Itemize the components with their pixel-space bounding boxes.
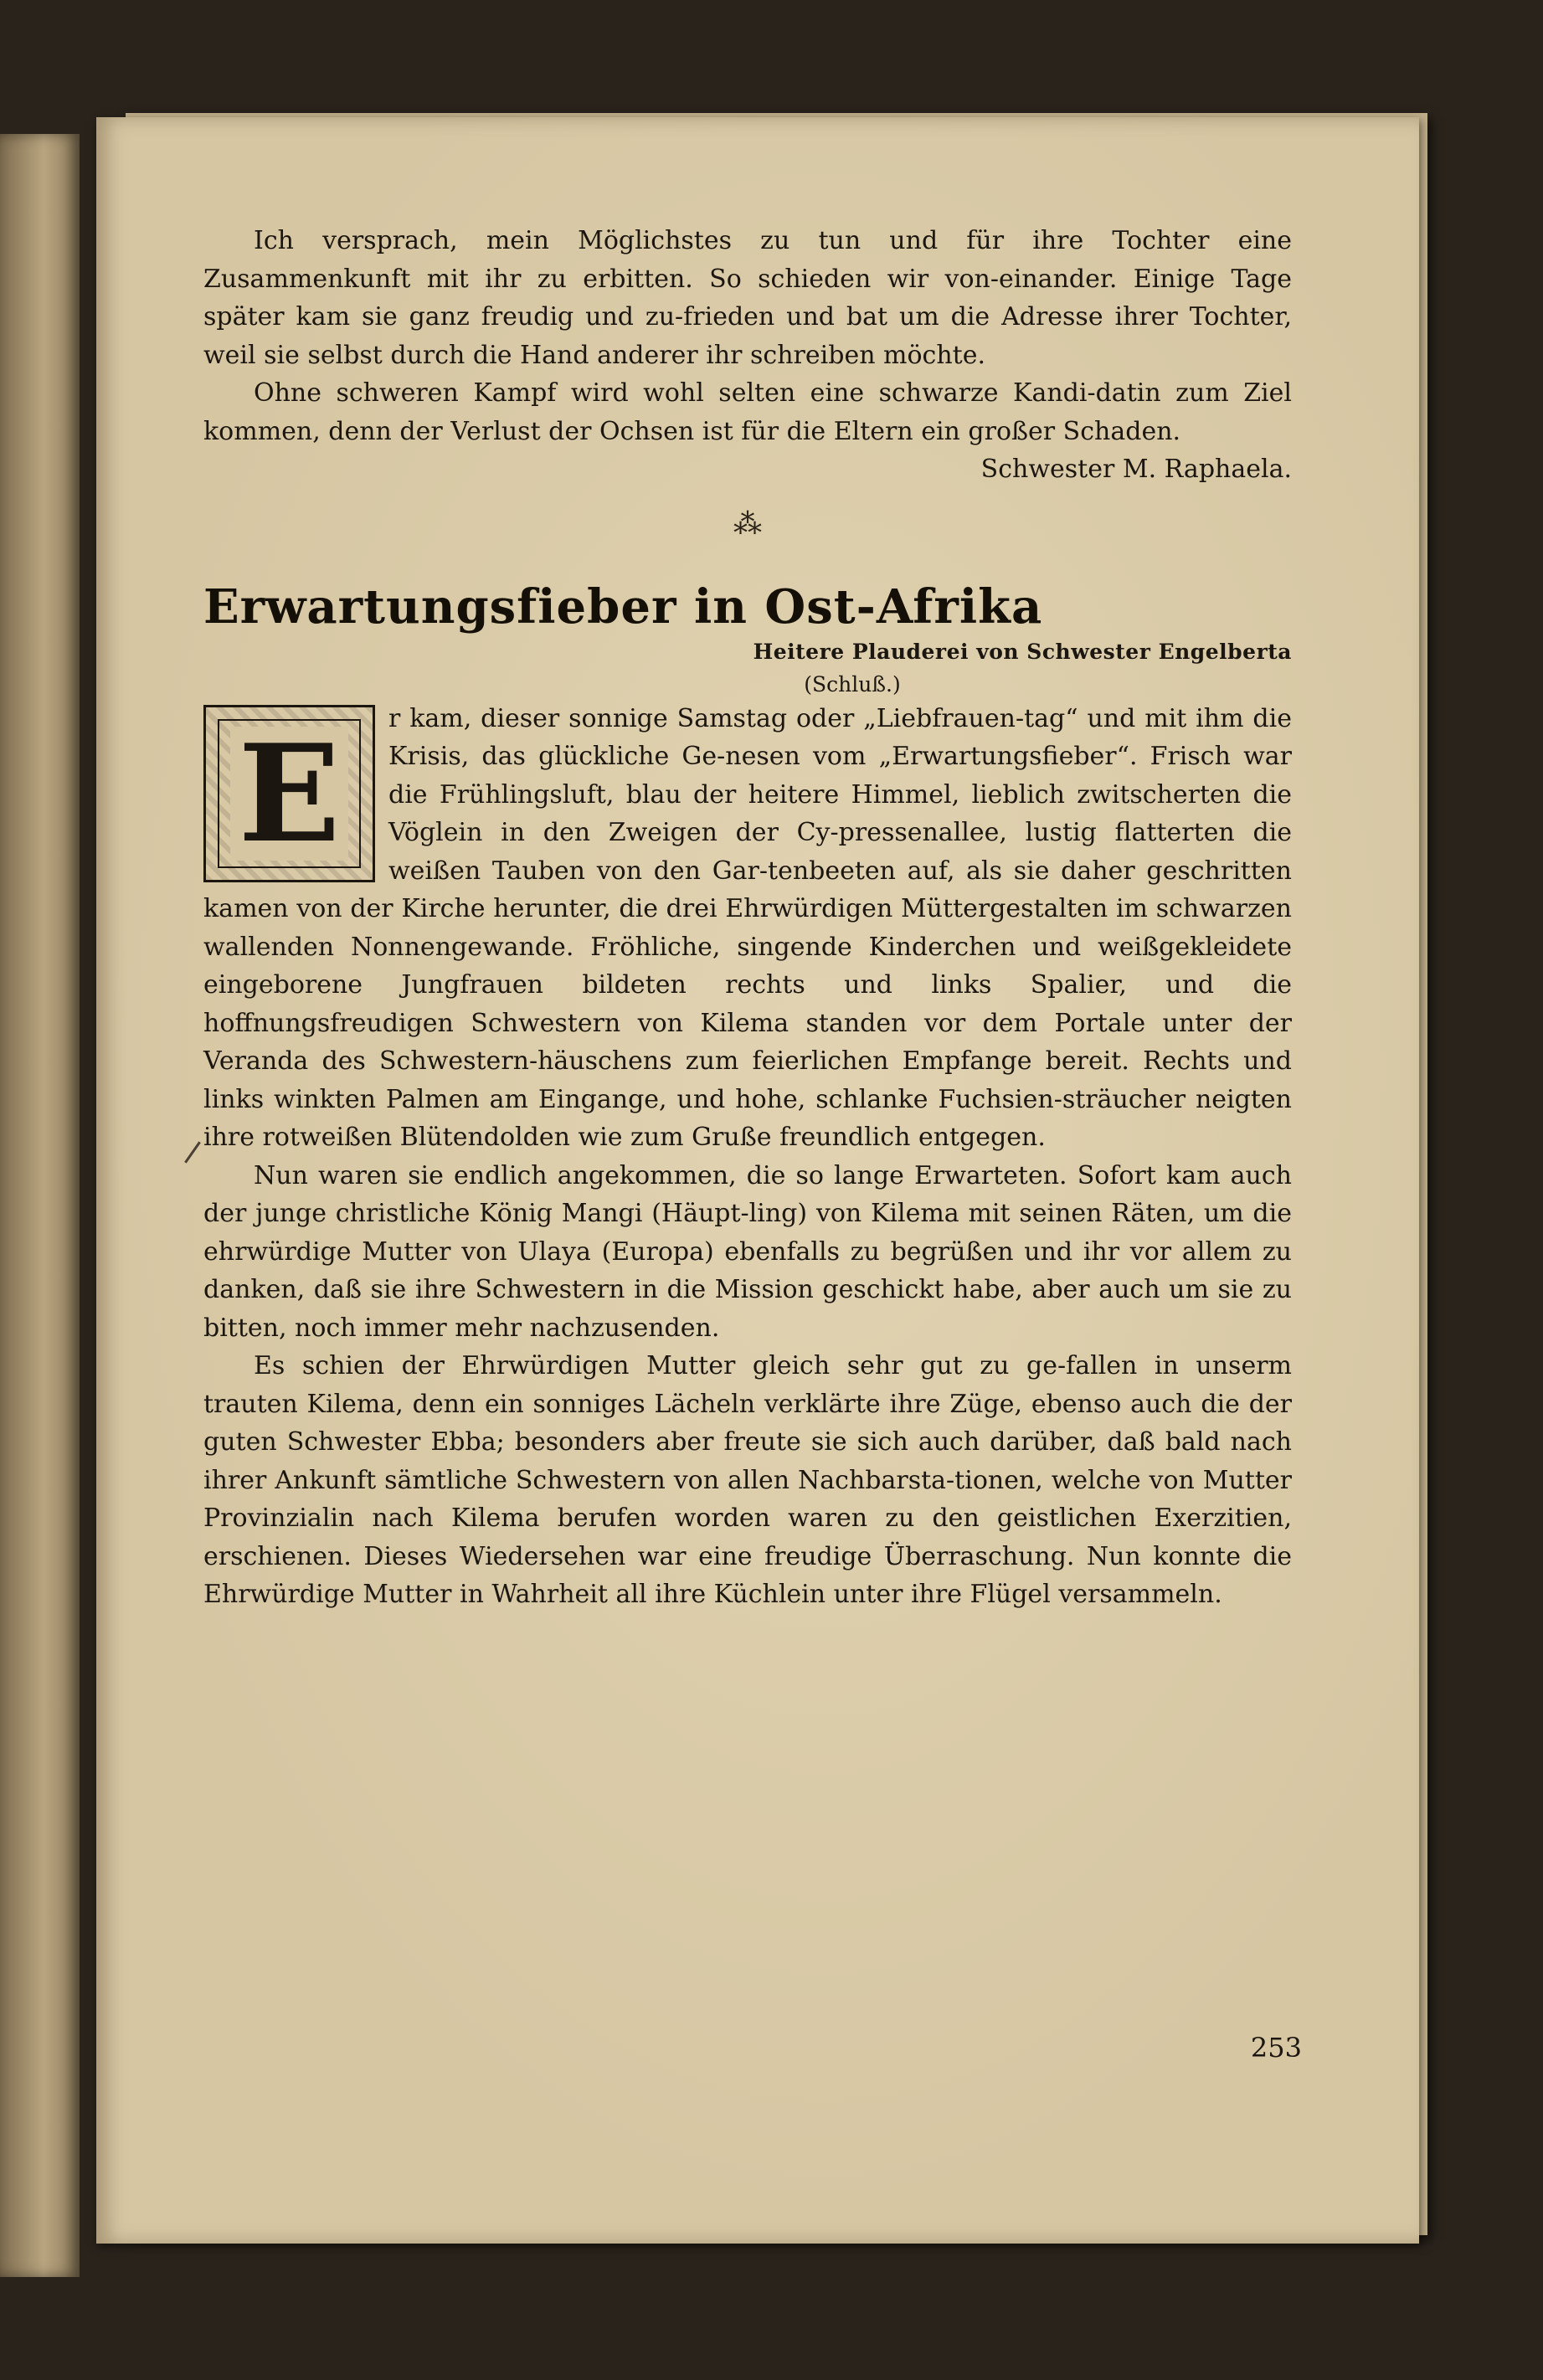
author-signature: Schwester M. Raphaela. [980,455,1292,484]
drop-cap-letter: E [230,727,349,861]
article-body [203,700,1292,1614]
paragraph: Ich versprach, mein Möglichstes zu tun und für ihre Tochter eine Zusammenkunft mit ihr zu erbitten. So schieden wir von-einander. Einige Tage später kam sie ganz freudig und zu-frieden und bat um die Adresse ihrer Tochter, weil sie selbst durch die Hand anderer ihr schreiben möchte. [203,226,1292,370]
left-page-edge [0,134,80,2277]
paragraph: r kam, dieser sonnige Samstag oder „Liebfrauen-tag“ und mit ihm die Krisis, das glückliche Ge-nesen vom „Erwartungsfieber“. Frisch war die Frühlingsluft, blau der heitere Himmel, lieblich zwitscherten die Vöglein in den Zweigen der Cy-pressenallee, lustig flatterten die weißen Tauben von den Gar-tenbeeten auf, als sie daher geschritten kamen von der Kirche herunter, die drei Ehrwürdigen Müttergestalten im schwarzen wallenden Nonnengewande. Fröhliche, singende Kinderchen und weißgekleidete eingeborene Jungfrauen bildeten rechts und links Spalier, und die hoffnungsfreudigen Schwestern von Kilema standen vor dem Portale unter der Veranda des Schwestern-häuschens zum feierlichen Empfange bereit. Rechts und links winkten Palmen am Eingange, und hohe, schlanke Fuchsien-sträucher neigten ihre rotweißen Blütendolden wie zum Gruße freundlich entgegen. [203,703,1292,1152]
ornamental-drop-cap [203,705,375,882]
part-note: (Schluß.) [804,671,901,697]
page-number: 253 [1250,2032,1302,2064]
section-ornament: ⁂ [733,506,762,541]
article-subtitle: Heitere Plauderei von Schwester Engelberta [753,639,1292,664]
page-content [203,222,1292,1614]
paragraph: Es schien der Ehrwürdigen Mutter gleich sehr gut zu ge-fallen in unserm trauten Kilema, denn ein sonniges Lächeln verklärte ihre Züge, ebenso auch die der guten Schwester Ebba; besonders aber freute sie sich auch darüber, daß bald nach ihrer Ankunft sämtliche Schwestern von allen Nachbarsta-tionen, welche von Mutter Provinzialin nach Kilema berufen worden waren zu den geistlichen Exerzitien, erschienen. Dieses Wiedersehen war eine freudige Überraschung. Nun konnte die Ehrwürdige Mutter in Wahrheit all ihre Küchlein unter ihre Flügel versammeln. [203,1351,1292,1609]
previous-article-ending [203,222,1292,541]
paragraph: Nun waren sie endlich angekommen, die so lange Erwarteten. Sofort kam auch der junge christliche König Mangi (Häupt-ling) von Kilema mit seinen Räten, um die ehrwürdige Mutter von Ulaya (Europa) ebenfalls zu begrüßen und ihr vor allem zu danken, daß sie ihre Schwestern in die Mission geschickt habe, aber auch um sie zu bitten, noch immer mehr nachzusenden. [203,1160,1292,1343]
article [203,578,1292,1614]
paragraph: Ohne schweren Kampf wird wohl selten eine schwarze Kandi-datin zum Ziel kommen, denn der Verlust der Ochsen ist für die Eltern ein großer Schaden. [203,378,1292,446]
book-page [96,117,1419,2244]
article-title: Erwartungsfieber in Ost-Afrika [203,578,1043,635]
pencil-mark [184,1141,201,1163]
